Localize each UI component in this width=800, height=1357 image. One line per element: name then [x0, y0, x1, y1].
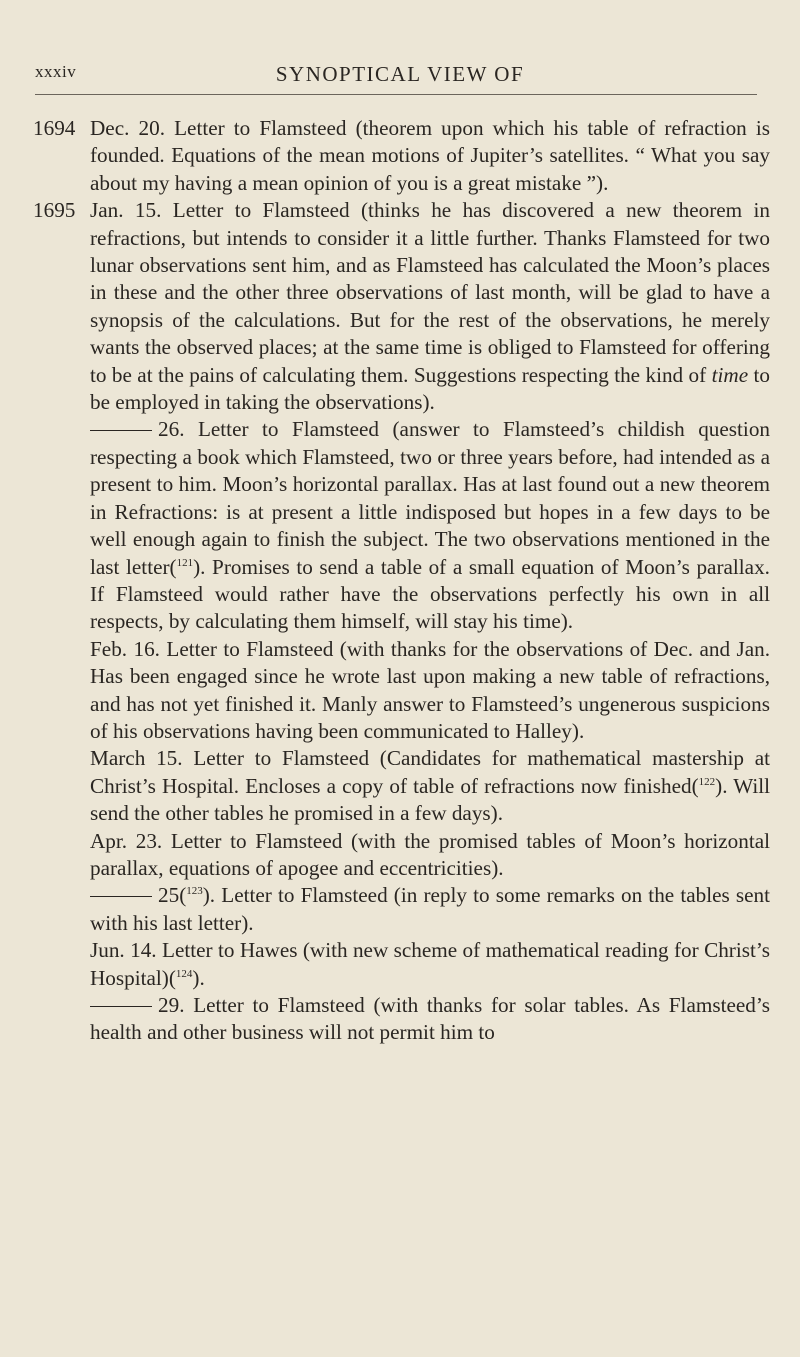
entry-feb-16 — [33, 636, 770, 746]
entry-text: Letter to Hawes (with new scheme of mathematical reading for Christ’s Hospital)( — [90, 938, 771, 990]
ditto-dash — [90, 1006, 152, 1007]
entry-march-15 — [33, 745, 770, 827]
note-ref: 122 — [698, 775, 716, 788]
entry-1694-dec-20 — [33, 115, 770, 197]
chronology-text — [33, 115, 770, 1047]
entry-italic: time — [711, 362, 749, 387]
entry-text: Letter to Flamsteed (Candidates for mathematical mastership at Christ’s Hospital. Encloses a copy of table of refractions now finished( — [90, 746, 771, 798]
page-number: xxxiv — [35, 62, 77, 81]
entry-jun-29 — [33, 992, 770, 1047]
entry-text-cont: to be employed in taking the observations). — [90, 362, 770, 415]
entry-date: 25 — [158, 883, 180, 908]
entry-1695-jan-15 — [33, 197, 770, 416]
entry-date: Feb. 16. — [90, 636, 160, 661]
entry-text: Letter to Flamsteed (thinks he has discovered a new theorem in refractions, but intends to consider it a little further. Thanks Flamsteed for two lunar observations sent him, and as Flamsteed has calculated the Moon’s places in these and the other three observations of last month, will be glad to have a synopsis of the calculations. But for the rest of the observations, he merely wants the observed places; at the same time is obliged to Flamsteed for offering to be at the pains of calculating them. Suggestions respecting the kind of — [90, 198, 771, 387]
entry-year: 1695 — [33, 198, 76, 223]
ditto-dash — [90, 896, 152, 897]
entry-text: Letter to Flamsteed (in reply to some remarks on the tables sent with his last letter). — [90, 883, 771, 935]
ditto-dash — [90, 430, 152, 431]
entry-date: Jun. 14. — [90, 938, 157, 963]
entry-text: Letter to Flamsteed (with the promised tables of Moon’s horizontal parallax, equations of apogee and eccentricities). — [90, 828, 771, 880]
note-ref: 121 — [176, 556, 194, 569]
entry-text-cont: ). Promises to send a table of a small equation of Moon’s parallax. If Flamsteed would rather have the observations perfectly his own in all respects, by calculating them himself, will stay his time). — [90, 554, 770, 634]
note-ref: 124 — [175, 967, 193, 980]
entry-text-cont: ). Will send the other tables he promised in a few days). — [90, 773, 771, 826]
entry-apr-25: 25($^{123}$). Letter to Flamsteed (in reply to some remarks on the tables sent with his last letter). — [90, 883, 771, 935]
entry-date: 29. — [158, 993, 185, 1017]
entry-date: March 15. — [90, 746, 183, 771]
entry-date: Jan. 15. — [90, 198, 162, 223]
entry-text: Letter to Flamsteed (theorem upon which his table of refraction is founded. Equations of the mean motions of Jupiter’s satellites. “ What you say about my having a mean opinion of you is a great mistake ”). — [90, 116, 770, 195]
running-head — [0, 62, 800, 98]
entry-text: Letter to Flamsteed (with thanks for the observations of Dec. and Jan. Has been engaged since he wrote last upon making a new table of refractions, and has not yet finished it. Manly answer to Flamsteed’s ungenerous suspicions of his observations having been communicated to Halley). — [90, 636, 771, 743]
entry-date: Dec. 20. — [90, 116, 165, 140]
entry-date: Apr. 23. — [90, 828, 163, 853]
entry-date: 26. — [158, 417, 185, 442]
entry-text: Letter to Flamsteed (answer to Flamsteed’s childish question respecting a book which Flamsteed, two or three years before, had intended as a present to him. Moon’s horizontal parallax. Has at last found out a new theorem in Refractions: is at present a little indisposed but hopes in a few days to be well enough again to finish the subject. The two observations mentioned in the last letter( — [90, 417, 771, 579]
note-ref: 123 — [186, 885, 203, 898]
entry-text-cont: ). — [192, 965, 205, 990]
entry-text: Letter to Flamsteed (with thanks for solar tables. As Flamsteed’s health and other business will not permit him to — [90, 993, 770, 1045]
entry-jun-14 — [33, 937, 770, 992]
entry-jan-26 — [33, 416, 770, 635]
running-title: SYNOPTICAL VIEW OF — [275, 62, 525, 86]
entry-year: 1694 — [33, 116, 76, 140]
entry-apr-23 — [33, 828, 770, 883]
header-rule — [35, 94, 757, 95]
